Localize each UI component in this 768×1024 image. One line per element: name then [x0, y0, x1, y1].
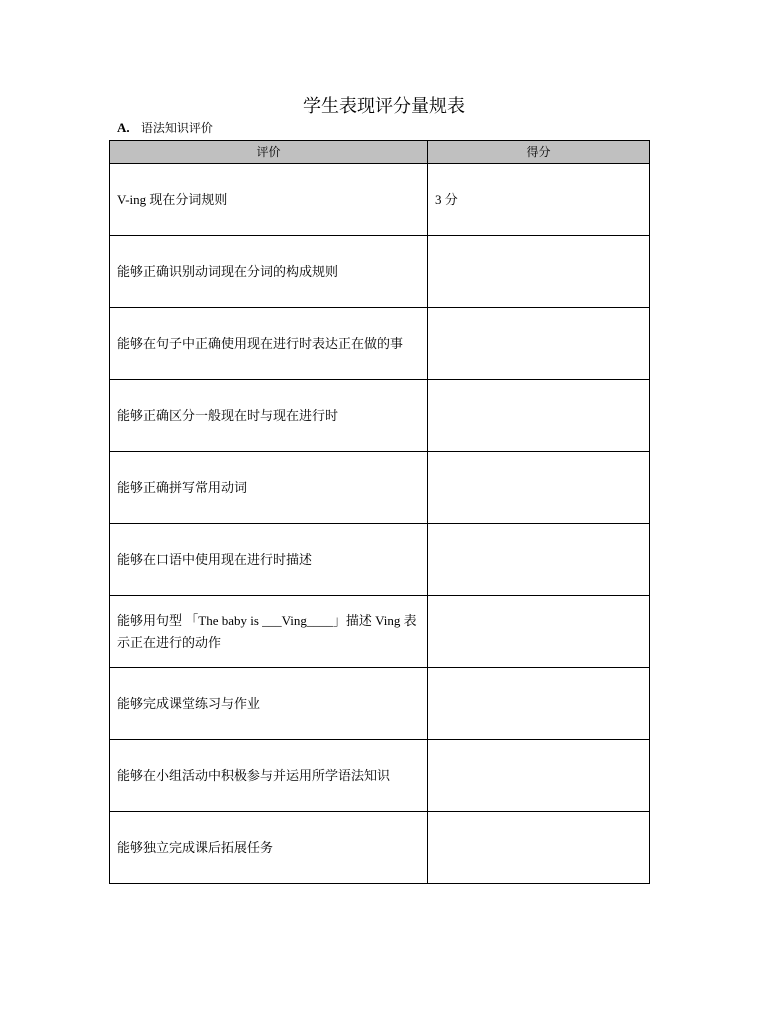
score-cell[interactable]: 3 分	[428, 164, 650, 236]
table-row	[110, 740, 650, 812]
table-row	[110, 596, 650, 668]
criterion-cell: 能够完成课堂练习与作业	[110, 668, 428, 740]
score-cell[interactable]	[428, 740, 650, 812]
table-row	[110, 164, 650, 236]
section-label: A.	[117, 120, 130, 135]
criterion-cell: 能够在口语中使用现在进行时描述	[110, 524, 428, 596]
score-cell[interactable]	[428, 452, 650, 524]
table-header-row	[110, 141, 650, 164]
table-row	[110, 236, 650, 308]
criterion-cell: 能够在句子中正确使用现在进行时表达正在做的事	[110, 308, 428, 380]
criterion-cell: 能够独立完成课后拓展任务	[110, 812, 428, 884]
score-cell[interactable]	[428, 236, 650, 308]
criterion-cell: 能够正确识别动词现在分词的构成规则	[110, 236, 428, 308]
score-cell[interactable]	[428, 380, 650, 452]
header-score: 得分	[428, 141, 650, 164]
criterion-cell: 能够在小组活动中积极参与并运用所学语法知识	[110, 740, 428, 812]
criterion-cell: 能够正确区分一般现在时与现在进行时	[110, 380, 428, 452]
score-cell[interactable]	[428, 668, 650, 740]
criterion-cell: V-ing 现在分词规则	[110, 164, 428, 236]
section-heading	[117, 120, 213, 136]
criterion-cell: 能够用句型 「The baby is ___Ving____」描述 Ving 表示正在进行的动作	[110, 596, 428, 668]
criteria-table	[109, 140, 650, 884]
table-row	[110, 452, 650, 524]
table-row	[110, 380, 650, 452]
score-cell[interactable]	[428, 524, 650, 596]
table-row	[110, 812, 650, 884]
header-criteria: 评价	[110, 141, 428, 164]
section-text: 语法知识评价	[140, 121, 213, 135]
score-cell[interactable]	[428, 812, 650, 884]
criterion-cell: 能够正确拼写常用动词	[110, 452, 428, 524]
table-row	[110, 524, 650, 596]
page-title: 学生表现评分量规表	[303, 96, 465, 117]
score-cell[interactable]	[428, 308, 650, 380]
score-cell[interactable]	[428, 596, 650, 668]
table-row	[110, 308, 650, 380]
table-row	[110, 668, 650, 740]
